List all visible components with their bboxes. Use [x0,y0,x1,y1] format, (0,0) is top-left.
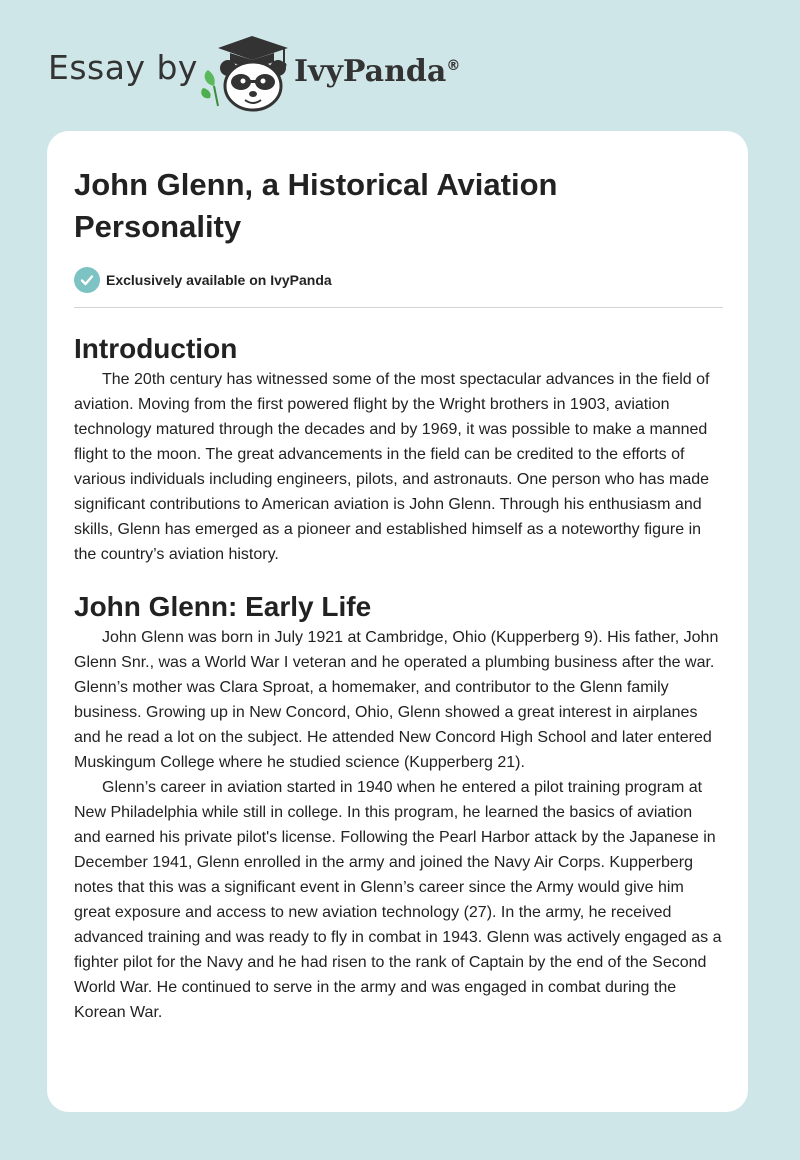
divider [74,307,723,308]
brand-header [48,34,468,114]
essay-content [74,131,723,1025]
paragraph-early-life-1: John Glenn was born in July 1921 at Cambridge, Ohio (Kupperberg 9). His father, John Glenn Snr., was a World War I veteran and he operated a plumbing business after the war. Glenn’s mother was Clara Sproat, a homemaker, and contributor to the Glenn family business. Growing up in New Concord, Ohio, Glenn showed a great interest in airplanes and he read a lot on the subject. He attended New Concord High School and later entered Muskingum College where he studied science (Kupperberg 21). [74,629,719,771]
brand-name [294,54,460,89]
paragraph-introduction: The 20th century has witnessed some of the most spectacular advances in the field of aviation. Moving from the first powered flight by the Wright brothers in 1903, aviation technology matured through the decades and by 1969, it was possible to make a manned flight to the moon. The great advancements in the field can be credited to the efforts of various individuals including engineers, pilots, and astronauts. One person who has made significant contributions to American aviation is John Glenn. Through his enthusiasm and skills, Glenn has emerged as a pioneer and established himself as a noteworthy figure in the country’s aviation history. [74,371,710,563]
essay-card [47,131,748,1112]
essay-title: John Glenn, a Historical Aviation Personality [74,167,558,244]
registered-mark: ® [446,58,461,74]
paragraph-early-life-2: Glenn’s career in aviation started in 1940 when he entered a pilot training program at New Philadelphia while still in college. In this program, he learned the basics of aviation and earned his private pilot's license. Following the Pearl Harbor attack by the Japanese in December 1941, Glenn enrolled in the army and joined the Navy Air Corps. Kupperberg notes that this was a significant event in Glenn’s career since the Army would give him great exposure and access to new aviation technology (27). In the army, he received advanced training and was ready to fly in combat in 1943. Glenn was actively engaged as a fighter pilot for the Navy and he had risen to the rank of Captain by the end of the Second World War. He continued to serve in the army and was engaged in combat during the Korean War. [74,779,722,1021]
exclusive-badge-text: Exclusively available on IvyPanda [106,272,332,288]
brand-name-text: IvyPanda [294,54,447,89]
brand-prefix: Essay by [48,48,198,87]
exclusive-badge [74,266,723,294]
section-heading-early-life: John Glenn: Early Life [74,591,372,622]
ivypanda-logo-icon [200,34,292,112]
section-heading-introduction: Introduction [74,333,238,364]
check-icon [74,267,100,293]
